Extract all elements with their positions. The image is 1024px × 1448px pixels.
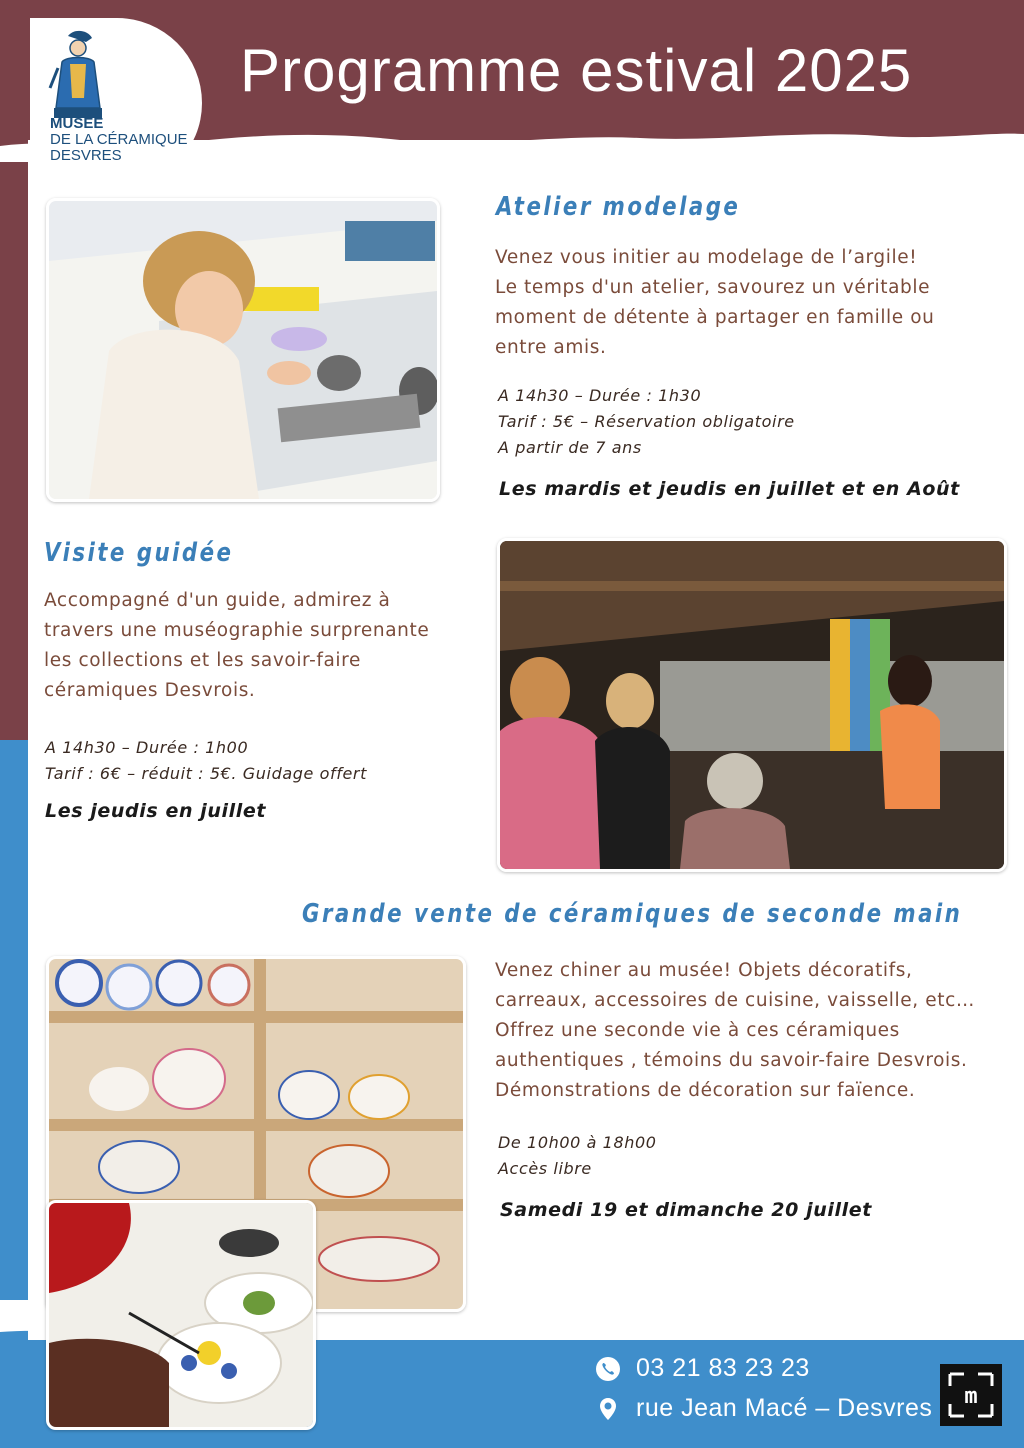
info-line: Accès libre bbox=[498, 1159, 592, 1178]
brand-frame-icon bbox=[940, 1364, 1002, 1426]
visite-dates: Les jeudis en juillet bbox=[45, 800, 267, 822]
info-line: Tarif : 6€ – réduit : 5€. Guidage offert bbox=[45, 764, 367, 783]
address[interactable]: rue Jean Macé – Desvres bbox=[636, 1394, 933, 1422]
vente-info bbox=[498, 1130, 657, 1182]
logo-line-3: DESVRES bbox=[50, 147, 122, 164]
text-line: les collections et les savoir-faire bbox=[44, 650, 361, 671]
visite-heading: Visite guidée bbox=[44, 538, 234, 568]
text-line: travers une muséographie surprenante bbox=[44, 620, 430, 641]
phone-icon bbox=[596, 1357, 620, 1381]
atelier-heading: Atelier modelage bbox=[496, 192, 741, 222]
brand-letter: m bbox=[964, 1384, 978, 1409]
vente-dates: Samedi 19 et dimanche 20 juillet bbox=[500, 1199, 872, 1221]
address-row[interactable] bbox=[596, 1394, 932, 1423]
location-pin-icon bbox=[596, 1397, 620, 1421]
text-line: moment de détente à partager en famille ou bbox=[495, 307, 935, 328]
logo-line-1: MUSÉE bbox=[50, 115, 104, 132]
info-line: A 14h30 – Durée : 1h30 bbox=[498, 386, 702, 405]
info-line: A 14h30 – Durée : 1h00 bbox=[45, 738, 249, 757]
info-line: Tarif : 5€ – Réservation obligatoire bbox=[498, 412, 795, 431]
text-line: Accompagné d'un guide, admirez à bbox=[44, 590, 391, 611]
text-line: Offrez une seconde vie à ces céramiques bbox=[495, 1020, 900, 1041]
visite-photo bbox=[497, 538, 1007, 872]
atelier-description bbox=[495, 243, 995, 363]
museum-logo[interactable] bbox=[30, 18, 202, 188]
text-line: céramiques Desvrois. bbox=[44, 680, 256, 701]
text-line: Démonstrations de décoration sur faïence. bbox=[495, 1080, 916, 1101]
logo-line-2: DE LA CÉRAMIQUE bbox=[50, 131, 188, 148]
visite-info bbox=[45, 735, 367, 787]
phone-number[interactable]: 03 21 83 23 23 bbox=[636, 1354, 810, 1382]
info-line: De 10h00 à 18h00 bbox=[498, 1133, 657, 1152]
phone-row[interactable] bbox=[596, 1354, 810, 1383]
atelier-dates: Les mardis et jeudis en juillet et en Août bbox=[499, 478, 960, 500]
text-line: authentiques , témoins du savoir-faire Desvrois. bbox=[495, 1050, 968, 1071]
atelier-photo bbox=[46, 198, 440, 502]
visite-description bbox=[44, 586, 484, 706]
atelier-info bbox=[498, 383, 795, 461]
logo-text bbox=[50, 116, 188, 164]
potter-figure-icon bbox=[48, 28, 104, 122]
painting-demo-photo bbox=[46, 1200, 316, 1430]
page-title: Programme estival 2025 bbox=[240, 37, 913, 104]
text-line: entre amis. bbox=[495, 337, 607, 358]
info-line: A partir de 7 ans bbox=[498, 438, 642, 457]
vente-heading: Grande vente de céramiques de seconde main bbox=[302, 899, 963, 929]
text-line: Le temps d'un atelier, savourez un véritable bbox=[495, 277, 931, 298]
text-line: carreaux, accessoires de cuisine, vaisselle, etc… bbox=[495, 990, 975, 1011]
text-line: Venez vous initier au modelage de l’argile! bbox=[495, 247, 918, 268]
text-line: Venez chiner au musée! Objets décoratifs, bbox=[495, 960, 913, 981]
brand-mark-logo bbox=[940, 1364, 1002, 1426]
vente-description bbox=[495, 956, 1015, 1106]
